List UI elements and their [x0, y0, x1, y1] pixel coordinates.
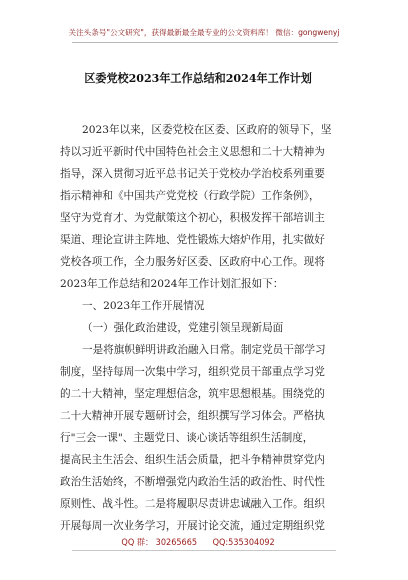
body-line: 政治生活始终，不断增强党内政治生活的政治性、时代性	[60, 476, 325, 488]
body-line: 提高民主生活会、组织生活会质量，把斗争精神贯穿党内	[60, 454, 325, 466]
section-heading: 一、2023年工作开展情况	[82, 300, 205, 312]
body-line: 制度，坚持每周一次集中学习，组织党员干部重点学习党	[60, 366, 325, 378]
footer-contact	[0, 536, 396, 548]
body-line: 持以习近平新时代中国特色社会主义思想和二十大精神为	[60, 146, 325, 158]
body-line: 的二十大精神，坚定理想信念，筑牢思想根基。围绕党的	[60, 388, 325, 400]
subsection-heading: （一）强化政治建设，党建引领呈现新局面	[82, 322, 284, 334]
header-divider	[72, 42, 338, 43]
body-line: 行"三会一课"、主题党日、谈心谈话等组织生活制度，	[60, 432, 314, 444]
body-line: 指示精神和《中国共产党党校（行政学院）工作条例》，	[60, 190, 320, 202]
document-title: 区委党校2023年工作总结和2024年工作计划	[84, 71, 312, 85]
body-line: 2023年以来，区委党校在区委、区政府的领导下，坚	[82, 124, 332, 136]
body-line: 二十大精神开展专题研讨会，组织撰写学习体会。严格执	[60, 410, 325, 422]
header-notice: 关注头条号"公文研究"，获得最新最全最专业的公文资料库！ 微信：gongwenyj	[68, 28, 340, 37]
body-line: 原则性、战斗性。二是将履职尽责讲忠诚融入工作。组织	[60, 498, 325, 510]
footer-divider	[72, 550, 336, 551]
body-line: 2023年工作总结和2024年工作计划汇报如下：	[60, 278, 284, 290]
body-line: 坚守为党育才、为党献策这个初心，积极发挥干部培训主	[60, 212, 325, 224]
footer-qq-number: QQ:535304092	[212, 537, 275, 547]
body-line: 党校各项工作，全力服务好区委、区政府中心工作。现将	[60, 256, 325, 268]
body-line: 指导，深入贯彻习近平总书记关于党校办学治校系列重要	[60, 168, 325, 180]
body-line: 开展每周一次业务学习，开展讨论交流，通过定期组织党	[60, 520, 325, 532]
body-line: 一是将旗帜鲜明讲政治融入日常。制定党员干部学习	[82, 344, 326, 356]
footer-qq-group: QQ 群： 30265665	[121, 537, 198, 547]
body-line: 渠道、理论宣讲主阵地、党性锻炼大熔炉作用，扎实做好	[60, 234, 325, 246]
